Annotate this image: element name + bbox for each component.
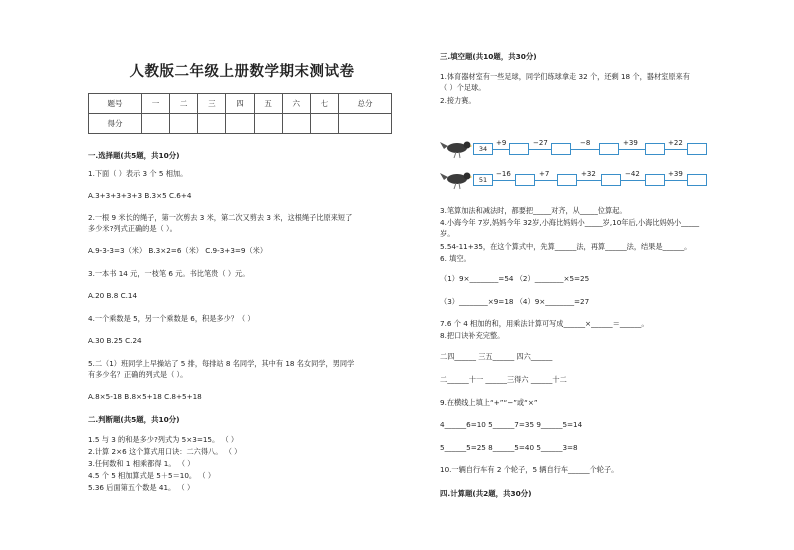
- relay-arrow: [665, 149, 687, 150]
- score-cell[interactable]: [282, 114, 310, 134]
- fill-blank-row: 二四______ 三五______ 四六______: [440, 352, 553, 361]
- relay-op: +39: [668, 170, 683, 178]
- question-text: 10.一辆自行车有 2 个轮子，5 辆自行车______个轮子。: [440, 465, 619, 474]
- relay-arrow: [619, 149, 645, 150]
- question-options: A.8×5-18 B.8×5+18 C.8+5+18: [88, 392, 202, 401]
- relay-arrow: [571, 149, 599, 150]
- relay-answer-box[interactable]: [515, 174, 535, 186]
- relay-op: +7: [539, 170, 550, 178]
- exam-title: 人教版二年级上册数学期末测试卷: [129, 64, 355, 80]
- relay-op: +9: [496, 139, 507, 147]
- relay-arrow: [577, 180, 601, 181]
- bird-icon: [440, 137, 472, 159]
- score-header-cell: 五: [254, 94, 282, 114]
- question-text: （ ）个足球。: [440, 83, 486, 92]
- section-heading-judge: 二.判断题(共5题，共10分): [88, 415, 180, 424]
- score-cell[interactable]: [198, 114, 226, 134]
- judge-item: 2.计算 2×6 这个算式用口诀：二六得八。 （ ）: [88, 447, 242, 456]
- relay-start-box: 34: [473, 143, 493, 155]
- question-text: 岁。: [440, 229, 455, 238]
- relay-answer-box[interactable]: [509, 143, 529, 155]
- question-text: 6. 填空。: [440, 254, 471, 263]
- section-heading-calc: 四.计算题(共2题，共30分): [440, 489, 532, 498]
- question-options: A.9-3-3=3（米） B.3×2=6（米） C.9-3+3=9（米）: [88, 246, 268, 255]
- score-table-score-row: [89, 114, 392, 134]
- question-text: 2.接力赛。: [440, 96, 476, 105]
- question-text: 4.一个乘数是 5，另一个乘数是 6，积是多少？（ ）: [88, 314, 255, 323]
- question-options: A.30 B.25 C.24: [88, 336, 142, 345]
- relay-answer-box[interactable]: [687, 174, 707, 186]
- question-text: 4.小海今年 7岁,妈妈今年 32岁,小海比妈妈小_____岁,10年后,小海比妈妈小_____: [440, 218, 700, 227]
- relay-answer-box[interactable]: [645, 174, 665, 186]
- question-text: 1.体育器材室有一些足球，同学们练球拿走 32 个，还剩 18 个，器材室原来有: [440, 72, 690, 81]
- score-cell[interactable]: [310, 114, 338, 134]
- score-header-cell: 六: [282, 94, 310, 114]
- relay-op: −27: [533, 139, 548, 147]
- relay-op: +22: [668, 139, 683, 147]
- relay-op: −16: [496, 170, 511, 178]
- judge-item: 4.5 个 5 相加算式是 5＋5＝10。 （ ）: [88, 471, 216, 480]
- question-text: 2.一根 9 米长的绳子，第一次剪去 3 米，第二次又剪去 3 米，这根绳子比原来短了: [88, 213, 353, 222]
- fill-blank-row: 4______6=10 5______7=35 9______5=14: [440, 420, 583, 429]
- question-text: 3.笔算加法和减法时，都要把_____对齐，从_____位算起。: [440, 206, 627, 215]
- score-row-label: 得分: [89, 114, 142, 134]
- question-text: 5.二（1）班同学上早操站了 5 排，每排站 8 名同学，其中有 18 名女同学，男同学: [88, 359, 355, 368]
- score-table: [88, 93, 392, 134]
- relay-answer-box[interactable]: [645, 143, 665, 155]
- question-text: 3.一本书 14 元，一枝笔 6 元。书比笔贵（ ）元。: [88, 269, 250, 278]
- question-text: 5.54-11+35，在这个算式中，先算______法，再算______法，结果是______。: [440, 242, 692, 251]
- question-text: 8.把口诀补充完整。: [440, 331, 505, 340]
- judge-item: 1.5 与 3 的和是多少?列式为 5×3=15。 （ ）: [88, 435, 239, 444]
- relay-op: +32: [581, 170, 596, 178]
- question-text: 多少米?列式正确的是（ ）。: [88, 224, 177, 233]
- relay-start-box: 51: [473, 174, 493, 186]
- score-cell[interactable]: [226, 114, 254, 134]
- bird-icon: [440, 168, 472, 190]
- relay-op: −42: [625, 170, 640, 178]
- question-options: A.20 B.8 C.14: [88, 291, 138, 300]
- score-header-cell: 七: [310, 94, 338, 114]
- score-cell[interactable]: [170, 114, 198, 134]
- relay-op: +39: [623, 139, 638, 147]
- fill-blank-row: （1）9×________=54 （2）________×5=25: [440, 274, 590, 283]
- relay-answer-box[interactable]: [601, 174, 621, 186]
- score-header-cell: 三: [198, 94, 226, 114]
- section-heading-choice: 一.选择题(共5题，共10分): [88, 151, 180, 160]
- relay-answer-box[interactable]: [599, 143, 619, 155]
- question-text: 有多少名？正确的列式是（ ）。: [88, 370, 188, 379]
- fill-blank-row: 5______5=25 8______5=40 5______3=8: [440, 443, 578, 452]
- relay-answer-box[interactable]: [557, 174, 577, 186]
- fill-blank-row: （3）________×9=18 （4）9×________=27: [440, 297, 590, 306]
- relay-arrow: [621, 180, 645, 181]
- judge-item: 5.36 后面第五个数是 41。 （ ）: [88, 483, 195, 492]
- score-header-cell: 一: [141, 94, 169, 114]
- relay-arrow: [493, 180, 515, 181]
- question-text: 7.6 个 4 相加的和，用乘法计算可写成______×______＝______。: [440, 319, 649, 328]
- score-table-header-row: [89, 94, 392, 114]
- section-heading-fill: 三.填空题(共10题，共30分): [440, 52, 537, 61]
- score-cell[interactable]: [254, 114, 282, 134]
- score-cell[interactable]: [338, 114, 391, 134]
- relay-answer-box[interactable]: [551, 143, 571, 155]
- fill-blank-row: 二______十一 ______三得六 ______十二: [440, 375, 567, 384]
- score-header-cell: 四: [226, 94, 254, 114]
- question-text: 1.下面（ ）表示 3 个 5 相加。: [88, 169, 188, 178]
- question-text: 9.在横线上填上“+”“−”或“×”: [440, 398, 538, 407]
- score-header-cell: 题号: [89, 94, 142, 114]
- judge-item: 3.任何数和 1 相乘都得 1。 （ ）: [88, 459, 195, 468]
- relay-arrow: [529, 149, 551, 150]
- relay-op: −8: [580, 139, 591, 147]
- score-header-cell: 总分: [338, 94, 391, 114]
- question-options: A.3+3+3+3+3 B.3×5 C.6+4: [88, 191, 192, 200]
- score-header-cell: 二: [170, 94, 198, 114]
- relay-arrow: [535, 180, 557, 181]
- score-cell[interactable]: [141, 114, 169, 134]
- relay-arrow: [665, 180, 687, 181]
- relay-answer-box[interactable]: [687, 143, 707, 155]
- relay-arrow: [493, 149, 509, 150]
